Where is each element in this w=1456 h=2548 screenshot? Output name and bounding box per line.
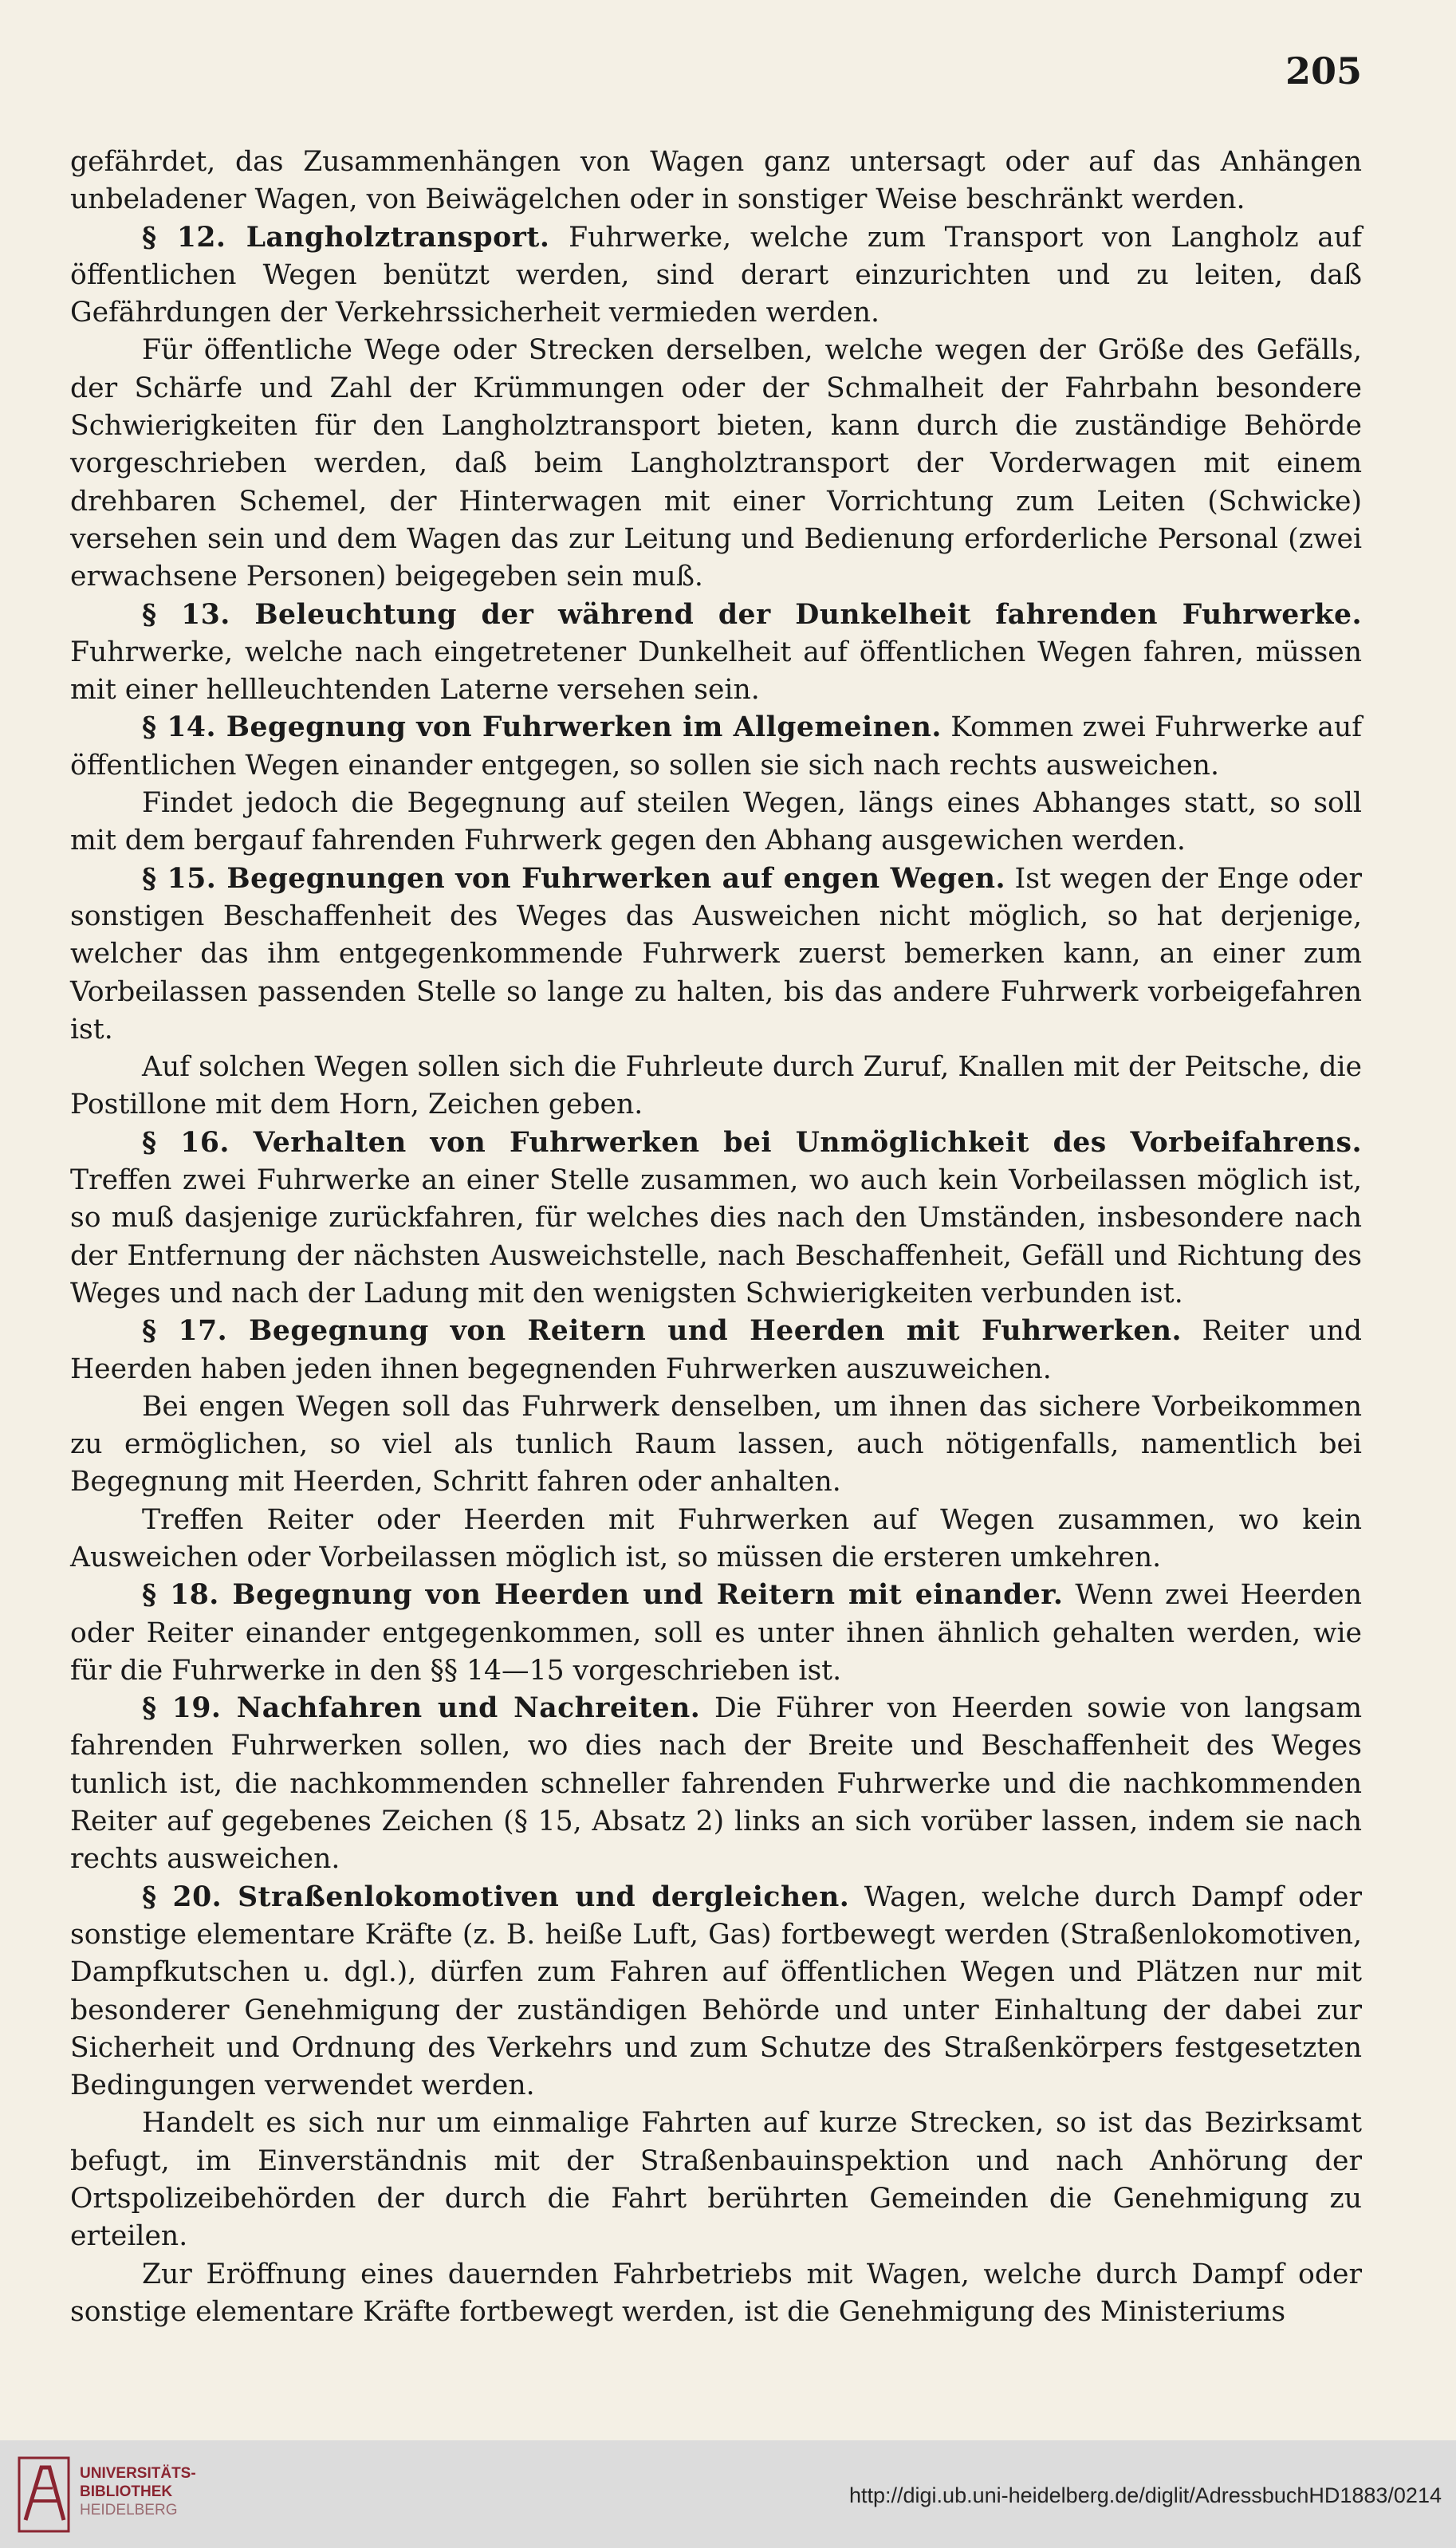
- paragraph: [70, 1690, 1362, 1878]
- paragraph-text: Wagen, welche durch Dampf oder sonstige elementare Kräfte (z. B. heiße Luft, Gas) fortbewegt werden (Straßenlokomotiven, Dampfkutschen u. dgl.), dürfen zum Fahren auf öffentlichen Wegen und Plätzen nur mit besonderer Genehmigung der zuständigen Behörde und unter Einhaltung der dabei zur Sicherheit und Ordnung des Verkehrs und zum Schutze des Straßenkörpers festgesetzten Bedingungen verwendet werden.: [70, 1880, 1362, 2102]
- viewer-footer: [0, 2440, 1456, 2548]
- paragraph-text: Für öffentliche Wege oder Strecken derselben, welche wegen der Größe des Gefälls, der Schärfe und Zahl der Krümmungen oder der Schmalheit der Fahrbahn besondere Schwierigkeiten für den Langholztransport bieten, kann durch die zuständige Behörde vorgeschrieben werden, daß beim Langholztransport der Vorderwagen mit einem drehbaren Schemel, der Hinterwagen mit einer Vorrichtung zum Leiten (Schwicke) versehen sein und dem Wagen das zur Leitung und Bedienung erforderliche Personal (zwei erwachsene Personen) beigegeben sein muß.: [70, 334, 1362, 593]
- section-heading: § 15. Begegnungen von Fuhrwerken auf engen Wegen.: [142, 862, 1006, 895]
- paragraph: [70, 144, 1362, 219]
- section-heading: § 20. Straßenlokomotiven und dergleichen.: [142, 1880, 850, 1913]
- section-heading: § 14. Begegnung von Fuhrwerken im Allgemeinen.: [142, 711, 942, 744]
- section-heading: § 12. Langholztransport.: [142, 221, 550, 254]
- paragraph: [70, 2256, 1362, 2332]
- paragraph: [70, 1049, 1362, 1124]
- paragraph: [70, 1502, 1362, 1577]
- paragraph-text: Die Führer von Heerden sowie von langsam fahrenden Fuhrwerken sollen, wo dies nach der Breite und Beschaffenheit des Weges tunlich ist, die nachkommenden schneller fahrenden Fuhrwerke und die nachkommenden Reiter auf gegebenes Zeichen (§ 15, Absatz 2) links an sich vorüber lassen, indem sie nach rechts ausweichen.: [70, 1692, 1362, 1876]
- paragraph-text: Wenn zwei Heerden oder Reiter einander entgegenkommen, soll es unter ihnen ähnlich gehalten werden, wie für die Fuhrwerke in den §§ 14—15 vorgeschrieben ist.: [70, 1579, 1362, 1687]
- section-heading: § 19. Nachfahren und Nachreiten.: [142, 1692, 701, 1725]
- paragraph-text: Reiter und Heerden haben jeden ihnen begegnenden Fuhrwerken auszuweichen.: [70, 1315, 1362, 1385]
- source-url-link[interactable]: http://digi.ub.uni-heidelberg.de/diglit/AdressbuchHD1883/0214: [848, 2483, 1442, 2507]
- paragraph: [70, 1124, 1362, 1313]
- paragraph: [70, 860, 1362, 1049]
- paragraph-text: Auf solchen Wegen sollen sich die Fuhrleute durch Zuruf, Knallen mit der Peitsche, die Postillone mit dem Horn, Zeichen geben.: [70, 1051, 1362, 1121]
- paragraph: [70, 1879, 1362, 2105]
- section-heading: § 17. Begegnung von Reitern und Heerden mit Fuhrwerken.: [142, 1315, 1183, 1348]
- paragraph-text: Bei engen Wegen soll das Fuhrwerk denselben, um ihnen das sichere Vorbeikommen zu ermöglichen, so viel als tunlich Raum lassen, auch nötigenfalls, namentlich bei Begegnung mit Heerden, Schritt fahren oder anhalten.: [70, 1390, 1362, 1498]
- section-heading: § 18. Begegnung von Heerden und Reitern mit einander.: [142, 1579, 1064, 1612]
- paragraph: [70, 709, 1362, 785]
- paragraph-text: gefährdet, das Zusammenhängen von Wagen ganz untersagt oder auf das Anhängen unbeladener Wagen, von Beiwägelchen oder in sonstiger Weise beschränkt werden.: [70, 146, 1362, 216]
- paragraph: [70, 1313, 1362, 1388]
- university-library-logo-icon: [18, 2456, 70, 2533]
- paragraph-text: Findet jedoch die Begegnung auf steilen Wegen, längs eines Abhanges statt, so soll mit dem bergauf fahrenden Fuhrwerk gegen den Abhang ausgewichen werden.: [70, 787, 1362, 857]
- section-heading: § 13. Beleuchtung der während der Dunkelheit fahrenden Fuhrwerke.: [142, 598, 1362, 631]
- body-text: [70, 144, 1362, 2331]
- paragraph: [70, 2105, 1362, 2255]
- paragraph: [70, 597, 1362, 710]
- paragraph: [70, 1388, 1362, 1502]
- page-number: 205: [1285, 49, 1362, 93]
- paragraph-text: Zur Eröffnung eines dauernden Fahrbetriebs mit Wagen, welche durch Dampf oder sonstige elementare Kräfte fortbewegt werden, ist die Genehmigung des Ministeriums: [70, 2258, 1362, 2328]
- paragraph-text: Kommen zwei Fuhrwerke auf öffentlichen Wegen einander entgegen, so sollen sie sich nach rechts ausweichen.: [70, 711, 1362, 782]
- paragraph-text: Treffen zwei Fuhrwerke an einer Stelle zusammen, wo auch kein Vorbeilassen möglich ist, so muß dasjenige zurückfahren, für welches dies nach den Umständen, insbesondere nach der Entfernung der nächsten Ausweichstelle, nach Beschaffenheit, Gefäll und Richtung des Weges und nach der Ladung mit den wenigsten Schwierigkeiten verbunden ist.: [70, 1164, 1362, 1309]
- paragraph: [70, 1577, 1362, 1690]
- paragraph-text: Handelt es sich nur um einmalige Fahrten auf kurze Strecken, so ist das Bezirksamt befugt, im Einverständnis mit der Straßenbauinspektion und nach Anhörung der Ortspolizeibehörden der durch die Fahrt berührten Gemeinden die Genehmigung zu erteilen.: [70, 2107, 1362, 2253]
- paragraph: [70, 332, 1362, 596]
- paragraph-text: Ist wegen der Enge oder sonstigen Beschaffenheit des Weges das Ausweichen nicht möglich, so hat derjenige, welcher das ihm entgegenkommende Fuhrwerk zuerst bemerken kann, an einer zum Vorbeilassen passenden Stelle so lange zu halten, bis das andere Fuhrwerk vorbeigefahren ist.: [70, 862, 1362, 1046]
- paragraph: [70, 785, 1362, 860]
- paragraph-text: Fuhrwerke, welche nach eingetretener Dunkelheit auf öffentlichen Wegen fahren, müssen mit einer hellleuchtenden Laterne versehen sein.: [70, 636, 1362, 707]
- paragraph-text: Treffen Reiter oder Heerden mit Fuhrwerken auf Wegen zusammen, wo kein Ausweichen oder Vorbeilassen möglich ist, so müssen die ersteren umkehren.: [70, 1503, 1362, 1573]
- library-logo-text: [80, 2464, 196, 2519]
- logo-line-1: UNIVERSITÄTS-: [80, 2465, 196, 2482]
- section-heading: § 16. Verhalten von Fuhrwerken bei Unmöglichkeit des Vorbeifahrens.: [142, 1126, 1362, 1159]
- logo-line-2: BIBLIOTHEK: [80, 2483, 173, 2500]
- logo-line-3: HEIDELBERG: [80, 2502, 178, 2518]
- paragraph: [70, 219, 1362, 333]
- paragraph-text: Fuhrwerke, welche zum Transport von Langholz auf öffentlichen Wegen benützt werden, sind derart einzurichten und zu leiten, daß Gefährdungen der Verkehrssicherheit vermieden werden.: [70, 221, 1362, 329]
